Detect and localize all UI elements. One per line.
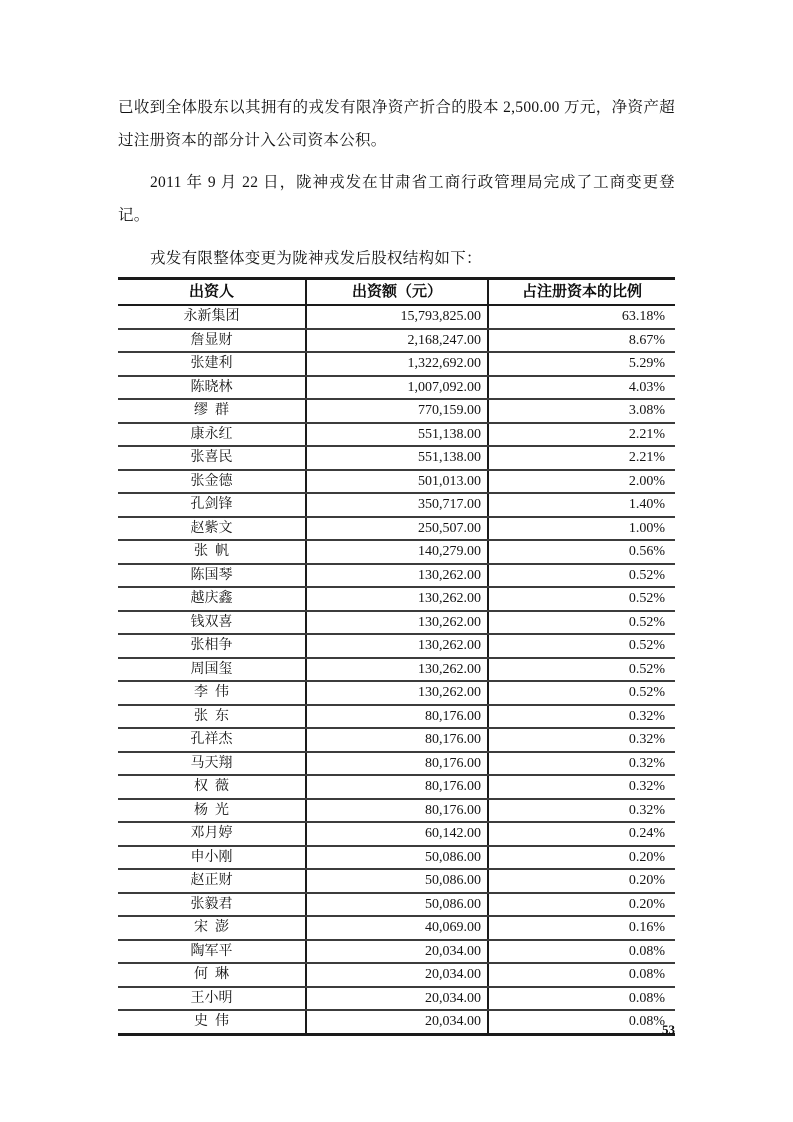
percentage-cell: 2.00% — [488, 470, 675, 494]
header-percentage-of-capital: 占注册资本的比例 — [488, 279, 675, 306]
investor-name-cell: 赵紫文 — [118, 517, 306, 541]
investor-name-cell: 孔剑锋 — [118, 493, 306, 517]
table-row — [118, 423, 675, 447]
percentage-cell: 63.18% — [488, 305, 675, 329]
table-row — [118, 634, 675, 658]
table-row — [118, 611, 675, 635]
contribution-amount-cell: 20,034.00 — [306, 1010, 488, 1034]
table-row — [118, 963, 675, 987]
table-row — [118, 399, 675, 423]
table-row — [118, 987, 675, 1011]
paragraph-registration-change: 2011 年 9 月 22 日，陇神戎发在甘肃省工商行政管理局完成了工商变更登记。 — [118, 174, 675, 224]
table-row — [118, 893, 675, 917]
investor-name-cell: 陈国琴 — [118, 564, 306, 588]
table-row — [118, 517, 675, 541]
percentage-cell: 0.08% — [488, 1010, 675, 1034]
percentage-cell: 0.08% — [488, 963, 675, 987]
contribution-amount-cell: 501,013.00 — [306, 470, 488, 494]
table-row — [118, 470, 675, 494]
investor-name-cell: 陶军平 — [118, 940, 306, 964]
investor-name-cell: 宋 澎 — [118, 916, 306, 940]
header-contribution-amount: 出资额（元） — [306, 279, 488, 306]
contribution-amount-cell: 20,034.00 — [306, 963, 488, 987]
contribution-amount-cell: 60,142.00 — [306, 822, 488, 846]
table-row — [118, 305, 675, 329]
percentage-cell: 0.32% — [488, 775, 675, 799]
table-row — [118, 799, 675, 823]
contribution-amount-cell: 130,262.00 — [306, 611, 488, 635]
investor-name-cell: 缪 群 — [118, 399, 306, 423]
table-row — [118, 916, 675, 940]
investor-name-cell: 周国玺 — [118, 658, 306, 682]
table-row — [118, 752, 675, 776]
investor-name-cell: 永新集团 — [118, 305, 306, 329]
contribution-amount-cell: 80,176.00 — [306, 775, 488, 799]
percentage-cell: 0.32% — [488, 799, 675, 823]
table-row — [118, 658, 675, 682]
percentage-cell: 0.08% — [488, 987, 675, 1011]
contribution-amount-cell: 140,279.00 — [306, 540, 488, 564]
investor-name-cell: 钱双喜 — [118, 611, 306, 635]
percentage-cell: 0.52% — [488, 587, 675, 611]
percentage-cell: 8.67% — [488, 329, 675, 353]
table-row — [118, 728, 675, 752]
investor-name-cell: 张金德 — [118, 470, 306, 494]
percentage-cell: 0.52% — [488, 611, 675, 635]
table-row — [118, 376, 675, 400]
contribution-amount-cell: 1,322,692.00 — [306, 352, 488, 376]
contribution-amount-cell: 50,086.00 — [306, 869, 488, 893]
investor-name-cell: 赵正财 — [118, 869, 306, 893]
table-header-row — [118, 279, 675, 306]
investor-name-cell: 张相争 — [118, 634, 306, 658]
table-row — [118, 587, 675, 611]
investor-name-cell: 张 帆 — [118, 540, 306, 564]
percentage-cell: 0.08% — [488, 940, 675, 964]
contribution-amount-cell: 250,507.00 — [306, 517, 488, 541]
investor-name-cell: 史 伟 — [118, 1010, 306, 1034]
percentage-cell: 2.21% — [488, 423, 675, 447]
contribution-amount-cell: 50,086.00 — [306, 893, 488, 917]
percentage-cell: 3.08% — [488, 399, 675, 423]
percentage-cell: 0.52% — [488, 681, 675, 705]
percentage-cell: 0.52% — [488, 634, 675, 658]
percentage-cell: 0.52% — [488, 658, 675, 682]
table-row — [118, 329, 675, 353]
investor-name-cell: 张建利 — [118, 352, 306, 376]
percentage-cell: 1.40% — [488, 493, 675, 517]
contribution-amount-cell: 80,176.00 — [306, 728, 488, 752]
investor-name-cell: 权 薇 — [118, 775, 306, 799]
percentage-cell: 0.52% — [488, 564, 675, 588]
table-row — [118, 493, 675, 517]
investor-name-cell: 何 琳 — [118, 963, 306, 987]
investor-name-cell: 马天翔 — [118, 752, 306, 776]
percentage-cell: 4.03% — [488, 376, 675, 400]
investor-name-cell: 申小刚 — [118, 846, 306, 870]
contribution-amount-cell: 80,176.00 — [306, 705, 488, 729]
table-row — [118, 869, 675, 893]
contribution-amount-cell: 80,176.00 — [306, 752, 488, 776]
paragraph-capital-surplus: 已收到全体股东以其拥有的戎发有限净资产折合的股本 2,500.00 万元，净资产超过注册资本的部分计入公司资本公积。 — [118, 99, 675, 149]
percentage-cell: 0.16% — [488, 916, 675, 940]
percentage-cell: 2.21% — [488, 446, 675, 470]
percentage-cell: 0.20% — [488, 846, 675, 870]
table-row — [118, 540, 675, 564]
percentage-cell: 5.29% — [488, 352, 675, 376]
shareholder-table-body — [118, 305, 675, 1034]
contribution-amount-cell: 20,034.00 — [306, 940, 488, 964]
contribution-amount-cell: 130,262.00 — [306, 658, 488, 682]
contribution-amount-cell: 551,138.00 — [306, 446, 488, 470]
contribution-amount-cell: 2,168,247.00 — [306, 329, 488, 353]
contribution-amount-cell: 350,717.00 — [306, 493, 488, 517]
header-investor: 出资人 — [118, 279, 306, 306]
table-row — [118, 705, 675, 729]
contribution-amount-cell: 551,138.00 — [306, 423, 488, 447]
page-number: 53 — [662, 1022, 675, 1037]
page-content — [118, 0, 675, 1036]
investor-name-cell: 陈晓林 — [118, 376, 306, 400]
contribution-amount-cell: 130,262.00 — [306, 587, 488, 611]
table-row — [118, 940, 675, 964]
percentage-cell: 0.24% — [488, 822, 675, 846]
table-row — [118, 775, 675, 799]
contribution-amount-cell: 770,159.00 — [306, 399, 488, 423]
contribution-amount-cell: 1,007,092.00 — [306, 376, 488, 400]
shareholder-structure-table — [118, 277, 675, 1036]
table-row — [118, 446, 675, 470]
percentage-cell: 0.20% — [488, 893, 675, 917]
investor-name-cell: 王小明 — [118, 987, 306, 1011]
contribution-amount-cell: 80,176.00 — [306, 799, 488, 823]
investor-name-cell: 杨 光 — [118, 799, 306, 823]
investor-name-cell: 詹显财 — [118, 329, 306, 353]
percentage-cell: 0.32% — [488, 705, 675, 729]
table-row — [118, 564, 675, 588]
table-row — [118, 822, 675, 846]
table-row — [118, 846, 675, 870]
percentage-cell: 0.20% — [488, 869, 675, 893]
contribution-amount-cell: 130,262.00 — [306, 564, 488, 588]
investor-name-cell: 孔祥杰 — [118, 728, 306, 752]
investor-name-cell: 康永红 — [118, 423, 306, 447]
percentage-cell: 0.32% — [488, 728, 675, 752]
table-row — [118, 352, 675, 376]
investor-name-cell: 李 伟 — [118, 681, 306, 705]
contribution-amount-cell: 20,034.00 — [306, 987, 488, 1011]
investor-name-cell: 张喜民 — [118, 446, 306, 470]
contribution-amount-cell: 40,069.00 — [306, 916, 488, 940]
investor-name-cell: 邓月婷 — [118, 822, 306, 846]
table-row — [118, 1010, 675, 1034]
contribution-amount-cell: 15,793,825.00 — [306, 305, 488, 329]
investor-name-cell: 越庆鑫 — [118, 587, 306, 611]
percentage-cell: 1.00% — [488, 517, 675, 541]
investor-name-cell: 张 东 — [118, 705, 306, 729]
percentage-cell: 0.32% — [488, 752, 675, 776]
contribution-amount-cell: 130,262.00 — [306, 681, 488, 705]
contribution-amount-cell: 50,086.00 — [306, 846, 488, 870]
paragraph-table-intro: 戎发有限整体变更为陇神戎发后股权结构如下： — [150, 250, 482, 267]
investor-name-cell: 张毅君 — [118, 893, 306, 917]
contribution-amount-cell: 130,262.00 — [306, 634, 488, 658]
table-row — [118, 681, 675, 705]
percentage-cell: 0.56% — [488, 540, 675, 564]
